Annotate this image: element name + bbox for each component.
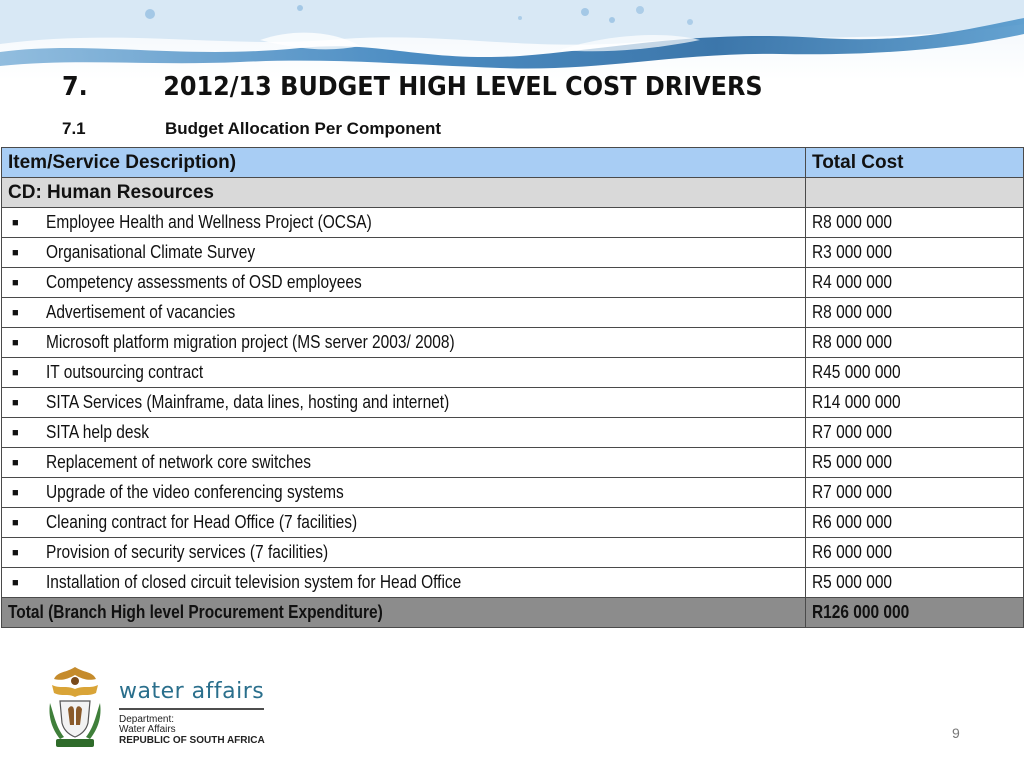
header-total-cost: Total Cost xyxy=(806,148,1024,178)
section-row xyxy=(2,178,1024,208)
brand-title: water affairs xyxy=(119,679,265,704)
square-bullet-icon: ■ xyxy=(12,427,19,440)
square-bullet-icon: ■ xyxy=(12,337,19,350)
row-cost: R6 000 000 xyxy=(812,512,893,532)
table-row xyxy=(2,238,1024,268)
header-description: Item/Service Description) xyxy=(2,148,806,178)
table-row xyxy=(2,328,1024,358)
square-bullet-icon: ■ xyxy=(12,457,19,470)
total-row xyxy=(2,598,1024,628)
square-bullet-icon: ■ xyxy=(12,367,19,380)
brand-line-country: REPUBLIC OF SOUTH AFRICA xyxy=(119,735,265,746)
row-description-cell xyxy=(2,418,806,448)
row-cost-cell xyxy=(806,358,1024,388)
row-description: Replacement of network core switches xyxy=(46,452,312,472)
row-cost-cell xyxy=(806,418,1024,448)
table-row xyxy=(2,298,1024,328)
row-description: IT outsourcing contract xyxy=(46,362,204,382)
row-description: SITA help desk xyxy=(46,422,149,442)
subheading-number: 7.1 xyxy=(62,119,86,138)
square-bullet-icon: ■ xyxy=(12,247,19,260)
row-cost-cell xyxy=(806,568,1024,598)
section-title: CD: Human Resources xyxy=(2,178,806,208)
total-cost: R126 000 000 xyxy=(812,602,910,622)
square-bullet-icon: ■ xyxy=(12,517,19,530)
row-cost-cell xyxy=(806,478,1024,508)
square-bullet-icon: ■ xyxy=(12,547,19,560)
row-cost: R7 000 000 xyxy=(812,482,893,502)
row-description-cell xyxy=(2,478,806,508)
row-description: Provision of security services (7 facilities) xyxy=(46,542,329,562)
row-description-cell xyxy=(2,238,806,268)
table-row xyxy=(2,268,1024,298)
row-description: Installation of closed circuit television system for Head Office xyxy=(46,572,462,592)
row-description: Upgrade of the video conferencing systems xyxy=(46,482,344,502)
row-cost: R6 000 000 xyxy=(812,542,893,562)
table-row xyxy=(2,508,1024,538)
row-description: Competency assessments of OSD employees xyxy=(46,272,362,292)
brand-line-water-affairs: Water Affairs xyxy=(119,724,176,735)
table-row xyxy=(2,568,1024,598)
brand-divider xyxy=(119,708,264,710)
total-description: Total (Branch High level Procurement Expenditure) xyxy=(8,602,383,622)
square-bullet-icon: ■ xyxy=(12,577,19,590)
row-cost: R8 000 000 xyxy=(812,332,893,352)
row-description-cell xyxy=(2,448,806,478)
subheading-title: Budget Allocation Per Component xyxy=(165,119,442,138)
square-bullet-icon: ■ xyxy=(12,397,19,410)
row-cost: R14 000 000 xyxy=(812,392,901,412)
table-row xyxy=(2,388,1024,418)
row-description-cell xyxy=(2,358,806,388)
row-cost-cell xyxy=(806,268,1024,298)
table-row xyxy=(2,538,1024,568)
section-cost-empty xyxy=(806,178,1024,208)
row-description-cell xyxy=(2,208,806,238)
row-cost-cell xyxy=(806,388,1024,418)
square-bullet-icon: ■ xyxy=(12,487,19,500)
row-cost: R4 000 000 xyxy=(812,272,893,292)
water-splash-banner xyxy=(0,0,1024,80)
total-cost-cell xyxy=(806,598,1024,628)
page-number: 9 xyxy=(952,725,960,741)
row-description-cell xyxy=(2,268,806,298)
slide-subheading xyxy=(62,119,441,139)
table-row xyxy=(2,418,1024,448)
budget-table xyxy=(1,147,1024,628)
row-description: Advertisement of vacancies xyxy=(46,302,236,322)
total-description-cell xyxy=(2,598,806,628)
square-bullet-icon: ■ xyxy=(12,307,19,320)
row-cost: R5 000 000 xyxy=(812,572,893,592)
table-row xyxy=(2,208,1024,238)
square-bullet-icon: ■ xyxy=(12,217,19,230)
table-row xyxy=(2,358,1024,388)
row-description: Cleaning contract for Head Office (7 facilities) xyxy=(46,512,358,532)
row-cost-cell xyxy=(806,508,1024,538)
brand-line-department: Department: xyxy=(119,714,175,725)
row-cost: R8 000 000 xyxy=(812,212,893,232)
square-bullet-icon: ■ xyxy=(12,277,19,290)
row-cost-cell xyxy=(806,298,1024,328)
row-description-cell xyxy=(2,388,806,418)
row-cost-cell xyxy=(806,328,1024,358)
row-description-cell xyxy=(2,298,806,328)
heading-title: 2012/13 BUDGET HIGH LEVEL COST DRIVERS xyxy=(163,72,763,102)
row-cost-cell xyxy=(806,208,1024,238)
row-cost: R5 000 000 xyxy=(812,452,893,472)
row-description: Microsoft platform migration project (MS server 2003/ 2008) xyxy=(46,332,455,352)
row-cost: R3 000 000 xyxy=(812,242,893,262)
table-row xyxy=(2,448,1024,478)
row-description: Organisational Climate Survey xyxy=(46,242,256,262)
row-cost-cell xyxy=(806,538,1024,568)
row-cost: R8 000 000 xyxy=(812,302,893,322)
row-cost: R7 000 000 xyxy=(812,422,893,442)
row-description-cell xyxy=(2,538,806,568)
row-cost: R45 000 000 xyxy=(812,362,901,382)
table-row xyxy=(2,478,1024,508)
row-description: SITA Services (Mainframe, data lines, hosting and internet) xyxy=(46,392,450,412)
table-header-row xyxy=(2,148,1024,178)
heading-number: 7. xyxy=(62,72,88,102)
slide-heading xyxy=(62,72,890,102)
row-description-cell xyxy=(2,328,806,358)
row-description-cell xyxy=(2,508,806,538)
row-description: Employee Health and Wellness Project (OCSA) xyxy=(46,212,372,232)
row-cost-cell xyxy=(806,238,1024,268)
row-cost-cell xyxy=(806,448,1024,478)
coat-of-arms-icon xyxy=(46,663,104,749)
department-logo xyxy=(46,663,276,749)
row-description-cell xyxy=(2,568,806,598)
